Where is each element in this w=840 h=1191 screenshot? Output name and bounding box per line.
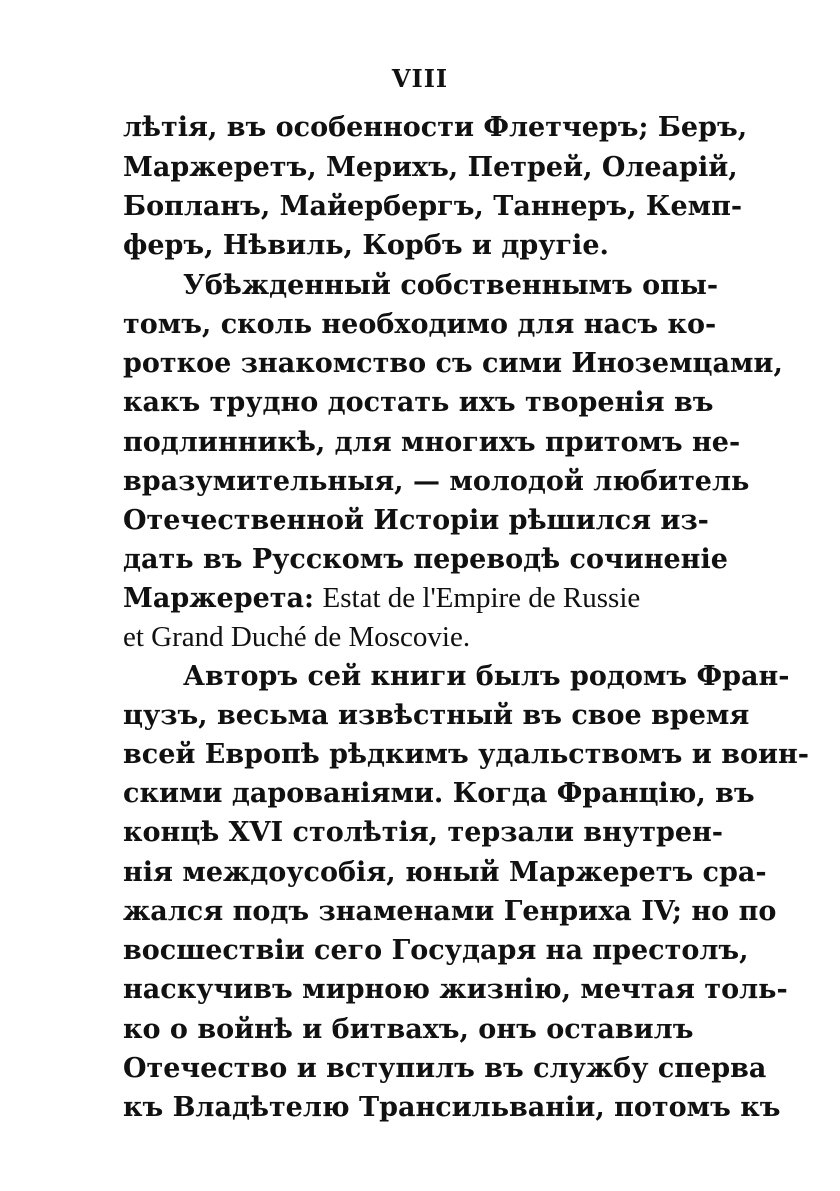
text-line bbox=[123, 580, 679, 617]
text-line: вразумительныя, — молодой любитель bbox=[123, 466, 750, 497]
text-line: ко о войнѣ и битвахъ, онъ оставилъ bbox=[123, 1014, 694, 1045]
text-line: Маржеретъ, Мерихъ, Петрей, Олеарій, bbox=[123, 152, 738, 183]
text-line: восшествіи сего Государя на престолъ, bbox=[123, 935, 749, 966]
text-line: скими дарованіями. Когда Францію, въ bbox=[123, 778, 755, 809]
text-line: Бопланъ, Майербергъ, Таннеръ, Кемп- bbox=[123, 191, 743, 222]
text-line: всей Европѣ рѣдкимъ удальствомъ и воин- bbox=[123, 739, 809, 770]
text-line: къ Владѣтелю Трансильваніи, потомъ къ bbox=[123, 1092, 781, 1123]
text-line: какъ трудно достать ихъ творенія въ bbox=[123, 387, 714, 418]
text-line: наскучивъ мирною жизнію, мечтая толь- bbox=[123, 974, 788, 1005]
text-line: лѣтія, въ особенности Флетчеръ; Беръ, bbox=[123, 112, 748, 143]
text-line: Авторъ сей книги былъ родомъ Фран- bbox=[183, 661, 790, 692]
text-line: дать въ Русскомъ переводѣ сочиненіе bbox=[123, 544, 728, 575]
text-line: концѣ XVI столѣтія, терзали внутрен- bbox=[123, 817, 723, 848]
text-line: Убѣжденный собственнымъ опы- bbox=[183, 270, 719, 301]
text-line: жался подъ знаменами Генриха IV; но по bbox=[123, 896, 777, 927]
text-span: Маржерета: bbox=[123, 583, 314, 614]
text-line: роткое знакомство съ сими Иноземцами, bbox=[123, 348, 783, 379]
text-line: подлинникѣ, для многихъ притомъ не- bbox=[123, 427, 741, 458]
french-title-span: Estat de l'Empire de Russie bbox=[322, 582, 641, 614]
text-line: цузъ, весьма извѣстный въ свое время bbox=[123, 700, 750, 731]
text-line: феръ, Нѣвиль, Корбъ и другіе. bbox=[123, 230, 609, 261]
text-line: Отечественной Исторіи рѣшился из- bbox=[123, 505, 709, 536]
page-number: VIII bbox=[391, 64, 449, 93]
text-line: нія междоусобія, юный Маржеретъ сра- bbox=[123, 857, 767, 888]
text-line: Отечество и вступилъ въ службу сперва bbox=[123, 1053, 767, 1084]
text-line: et Grand Duché de Moscovie. bbox=[123, 621, 471, 653]
text-line: томъ, сколь необходимо для насъ ко- bbox=[123, 309, 717, 340]
